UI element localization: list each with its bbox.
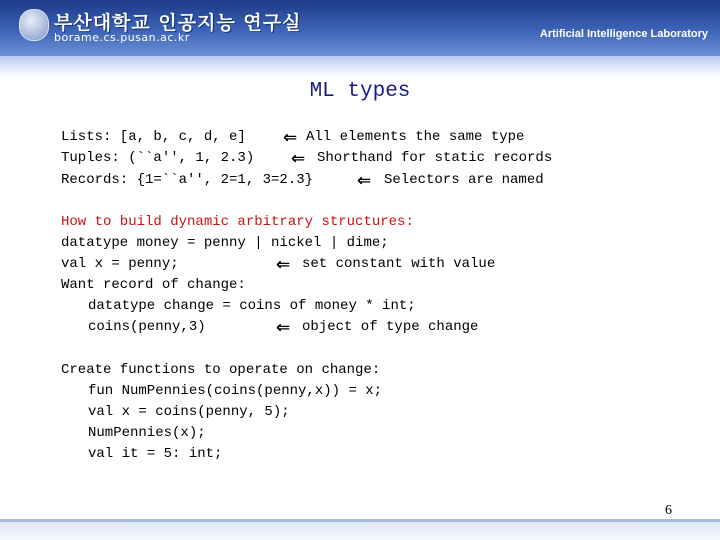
val-x-coins-line: val x = coins(penny, 5); <box>88 404 290 420</box>
dynamic-structures-heading: How to build dynamic arbitrary structures: <box>61 214 414 230</box>
coins-note: object of type change <box>302 319 479 335</box>
val-x-line: val x = penny; <box>61 256 179 272</box>
fun-numpennies-line: fun NumPennies(coins(penny,x)) = x; <box>88 383 383 399</box>
left-arrow-icon: ⇐ <box>283 128 298 148</box>
page-number: 6 <box>665 503 672 518</box>
coins-line: coins(penny,3) <box>88 319 206 335</box>
val-it-line: val it = 5: int; <box>88 446 223 462</box>
tuples-note: Shorthand for static records <box>317 150 553 166</box>
want-record-line: Want record of change: <box>61 277 246 293</box>
university-url: borame.cs.pusan.ac.kr <box>54 31 190 44</box>
val-x-note: set constant with value <box>302 256 496 272</box>
footer-band <box>0 522 720 540</box>
left-arrow-icon: ⇐ <box>276 255 291 275</box>
slide-title: ML types <box>309 80 411 103</box>
university-name: 부산대학교 인공지능 연구실 <box>54 12 302 34</box>
lists-note: All elements the same type <box>306 129 525 145</box>
numpennies-call-line: NumPennies(x); <box>88 425 206 441</box>
university-emblem-icon <box>19 9 49 41</box>
lists-example: Lists: [a, b, c, d, e] <box>61 129 246 145</box>
lab-name: Artificial Intelligence Laboratory <box>539 28 708 40</box>
left-arrow-icon: ⇐ <box>276 318 291 338</box>
datatype-money-line: datatype money = penny | nickel | dime; <box>61 235 389 251</box>
create-functions-line: Create functions to operate on change: <box>61 362 381 378</box>
left-arrow-icon: ⇐ <box>357 171 372 191</box>
tuples-example: Tuples: (``a'', 1, 2.3) <box>61 150 255 166</box>
records-example: Records: {1=``a'', 2=1, 3=2.3} <box>61 172 314 188</box>
header-fade <box>0 56 720 78</box>
datatype-change-line: datatype change = coins of money * int; <box>88 298 416 314</box>
left-arrow-icon: ⇐ <box>291 149 306 169</box>
header-banner <box>0 0 720 56</box>
records-note: Selectors are named <box>384 172 544 188</box>
